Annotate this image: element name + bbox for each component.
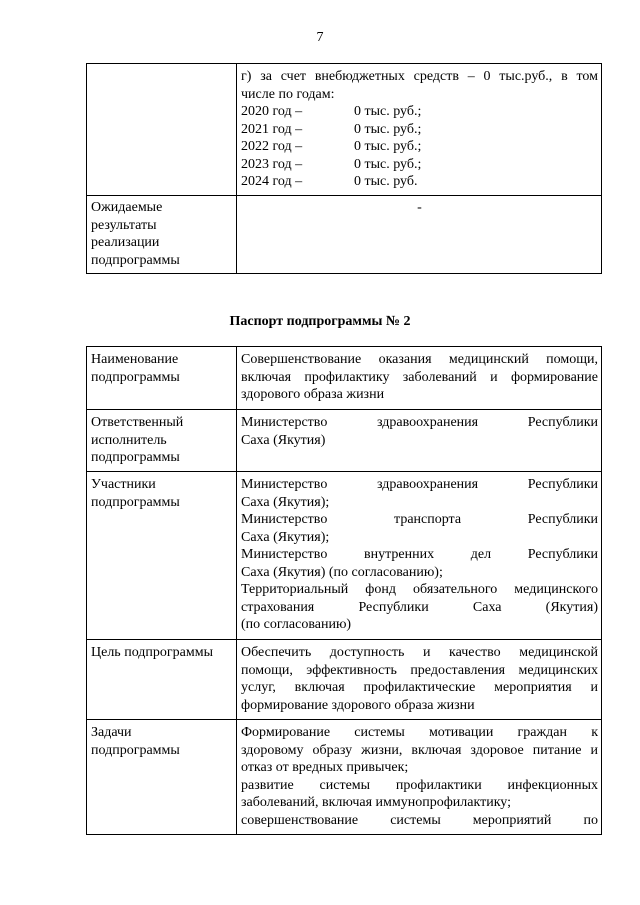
table-row: [87, 640, 602, 720]
year-label: 2020 год –: [241, 104, 303, 119]
year-row: [241, 103, 598, 121]
text-line: Министерство здравоохранения Республики: [241, 477, 598, 492]
text-line: Саха (Якутия);: [241, 494, 330, 510]
funding-intro-line: г) за счет внебюджетных средств – 0 тыс.руб., в том: [241, 69, 598, 84]
label-line: Задачи: [91, 725, 132, 740]
table-row: [87, 347, 602, 410]
label-line: подпрограммы: [91, 252, 180, 268]
text-line: Совершенствование оказания медицинский помощи,: [241, 352, 598, 367]
year-amount: 0 тыс. руб.;: [354, 121, 422, 137]
year-amount: 0 тыс. руб.;: [354, 156, 422, 172]
executor-value-cell: [237, 410, 602, 472]
text-line: Министерство здравоохранения Республики: [241, 415, 598, 430]
label-line: Цель подпрограммы: [91, 645, 213, 660]
label-line: Участники: [91, 477, 156, 492]
goal-value-cell: [237, 640, 602, 720]
table-row: [87, 64, 602, 196]
text-line: Саха (Якутия);: [241, 529, 330, 545]
label-line: подпрограммы: [91, 742, 180, 758]
text-line: включая профилактику заболеваний и формирование: [241, 369, 598, 385]
funding-cell: [237, 64, 602, 196]
passport-title: Паспорт подпрограммы № 2: [229, 314, 411, 329]
year-row: [241, 156, 598, 174]
funding-table: [86, 63, 602, 274]
year-label: 2024 год –: [241, 174, 303, 189]
text-line: Территориальный фонд обязательного медицинского: [241, 582, 598, 597]
year-amount: 0 тыс. руб.: [354, 174, 418, 189]
empty-label-cell: [87, 64, 237, 196]
text-line: развитие системы профилактики инфекционных: [241, 777, 598, 793]
text-line: совершенствование системы мероприятий по: [241, 812, 598, 828]
text-line: Обеспечить доступность и качество медицинской: [241, 645, 598, 660]
year-amount: 0 тыс. руб.;: [354, 139, 422, 154]
year-row: [241, 138, 598, 156]
page-number: 7: [316, 30, 324, 45]
label-line: подпрограммы: [91, 494, 180, 510]
label-line: подпрограммы: [91, 450, 180, 465]
text-line: здоровому образу жизни, включая здоровое питание и: [241, 742, 598, 758]
participants-label-cell: [87, 472, 237, 640]
year-label: 2021 год –: [241, 121, 303, 137]
text-line: формирование здорового образа жизни: [241, 697, 475, 713]
tasks-label-cell: [87, 720, 237, 835]
text-line: отказ от вредных привычек;: [241, 760, 409, 775]
text-line: Министерство внутренних дел Республики: [241, 547, 598, 562]
goal-label-cell: [87, 640, 237, 720]
text-line: Саха (Якутия) (по согласованию);: [241, 564, 443, 580]
year-row: [241, 173, 598, 191]
label-line: исполнитель: [91, 432, 167, 448]
table-row: [87, 196, 602, 274]
label-line: Наименование: [91, 352, 179, 367]
label-line: подпрограммы: [91, 369, 180, 385]
name-value-cell: [237, 347, 602, 410]
table-row: [87, 472, 602, 640]
label-line: результаты: [91, 217, 157, 233]
year-label: 2023 год –: [241, 156, 303, 172]
label-line: Ожидаемые: [91, 200, 163, 215]
label-line: Ответственный: [91, 415, 184, 430]
label-line: реализации: [91, 235, 160, 250]
year-row: [241, 121, 598, 139]
text-line: Формирование системы мотивации граждан к: [241, 725, 598, 740]
text-line: заболеваний, включая иммунопрофилактику;: [241, 795, 512, 810]
text-line: страхования Республики Саха (Якутия): [241, 599, 598, 615]
name-label-cell: [87, 347, 237, 410]
participants-value-cell: [237, 472, 602, 640]
table-row: [87, 720, 602, 835]
results-value-cell: -: [237, 196, 602, 274]
text-line: Саха (Якутия): [241, 432, 326, 448]
text-line: помощи, эффективность предоставления медицинских: [241, 662, 598, 678]
year-label: 2022 год –: [241, 139, 303, 154]
funding-intro-line: числе по годам:: [241, 86, 335, 102]
passport-table: [86, 346, 602, 835]
text-line: (по согласованию): [241, 617, 352, 632]
executor-label-cell: [87, 410, 237, 472]
table-row: [87, 410, 602, 472]
results-label-cell: [87, 196, 237, 274]
text-line: Министерство транспорта Республики: [241, 512, 598, 527]
text-line: услуг, включая профилактические мероприятия и: [241, 680, 598, 695]
tasks-value-cell: [237, 720, 602, 835]
year-amount: 0 тыс. руб.;: [354, 104, 422, 119]
text-line: здорового образа жизни: [241, 387, 385, 402]
